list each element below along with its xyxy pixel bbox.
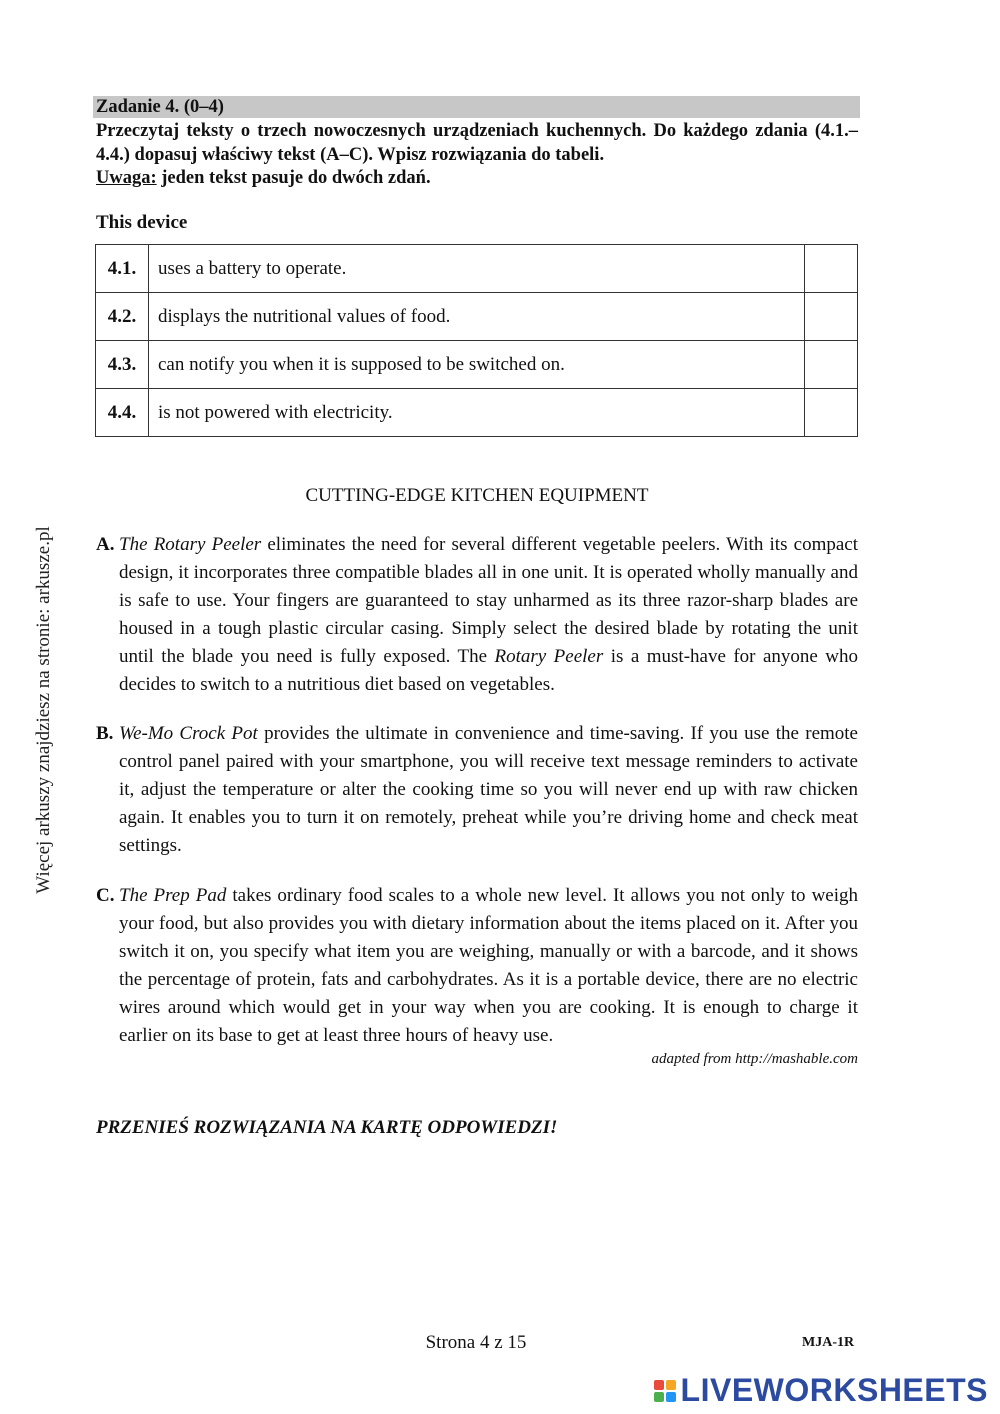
task-instructions (96, 120, 858, 191)
side-watermark-text: Więcej arkuszy znajdziesz na stronie: arkusze.pl (33, 526, 54, 894)
paragraph-letter: A. (96, 534, 115, 555)
source-citation: adapted from http://mashable.com (651, 1051, 858, 1067)
paragraph-c (96, 882, 858, 1050)
instruction-text: Przeczytaj teksty o trzech nowoczesnych urządzeniach kuchennych. Do każdego zdania (4.1.–4.4.) dopasuj właściwy tekst (A–C). Wpisz rozwiązania do tabeli. (96, 121, 858, 165)
product-name: The Rotary Peeler (119, 534, 262, 555)
table-row (96, 341, 858, 389)
item-number: 4.3. (96, 341, 149, 389)
table-row (96, 389, 858, 437)
brand-name: LIVEWORKSHEETS (680, 1372, 988, 1408)
product-name: We-Mo Crock Pot (119, 723, 258, 744)
item-number: 4.4. (96, 389, 149, 437)
liveworksheets-logo[interactable] (654, 1372, 988, 1409)
table-row (96, 293, 858, 341)
paragraph-letter: C. (96, 885, 115, 906)
paragraph-text: takes ordinary food scales to a whole new level. It allows you not only to weigh your food, but also provides you with dietary information about the items placed on it. After you switch it on, you specify what item you are weighing, manually or with a barcode, and it shows the percentage of protein, fats and carbohydrates. As it is a portable device, there are no electric wires around which would get in your way when you are cooking. It is enough to charge it earlier on its base to get at least three hours of heavy use. (119, 885, 858, 1046)
logo-grid-icon (654, 1380, 676, 1402)
paragraph-a (96, 531, 858, 699)
task-header: Zadanie 4. (0–4) (93, 96, 860, 118)
item-number: 4.1. (96, 245, 149, 293)
section-title: CUTTING-EDGE KITCHEN EQUIPMENT (305, 485, 649, 506)
item-text: is not powered with electricity. (149, 389, 805, 437)
exam-code: MJA-1R (802, 1335, 855, 1350)
table-row (96, 245, 858, 293)
note-text: jeden tekst pasuje do dwóch zdań. (156, 168, 431, 188)
answer-cell[interactable] (805, 389, 858, 437)
transfer-instruction: PRZENIEŚ ROZWIĄZANIA NA KARTĘ ODPOWIEDZI! (96, 1117, 558, 1138)
item-text: uses a battery to operate. (149, 245, 805, 293)
paragraph-letter: B. (96, 723, 114, 744)
answer-cell[interactable] (805, 293, 858, 341)
paragraph-text-end: is a must-have for anyone who decides to switch to a nutritious diet based on vegetables. (119, 646, 859, 695)
product-name-repeat: Rotary Peeler (494, 646, 604, 667)
item-text: can notify you when it is supposed to be switched on. (149, 341, 805, 389)
page-number: Strona 4 z 15 (425, 1332, 527, 1353)
answer-cell[interactable] (805, 341, 858, 389)
paragraph-text: provides the ultimate in convenience and time-saving. If you use the remote control panel paired with your smartphone, you will receive text message reminders to activate it, adjust the temperature or alter the cooking time so you will never end up with raw chicken again. It enables you to turn it on remotely, preheat while you’re driving home and check meat settings. (119, 723, 858, 856)
matching-table (95, 244, 858, 437)
paragraph-b (96, 720, 858, 860)
note-label: Uwaga: (96, 168, 157, 188)
product-name: The Prep Pad (119, 885, 227, 906)
item-text: displays the nutritional values of food. (149, 293, 805, 341)
paragraph-text: eliminates the need for several different vegetable peelers. With its compact design, it incorporates three compatible blades all in one unit. It is operated wholly manually and is safe to use. Your fingers are guaranteed to stay unharmed as its three razor-sharp blades are housed in a tough plastic circular casing. Simply select the desired blade by rotating the unit until the blade you need is fully exposed. The (119, 534, 859, 667)
answer-cell[interactable] (805, 245, 858, 293)
item-number: 4.2. (96, 293, 149, 341)
lead-phrase: This device (96, 212, 188, 233)
